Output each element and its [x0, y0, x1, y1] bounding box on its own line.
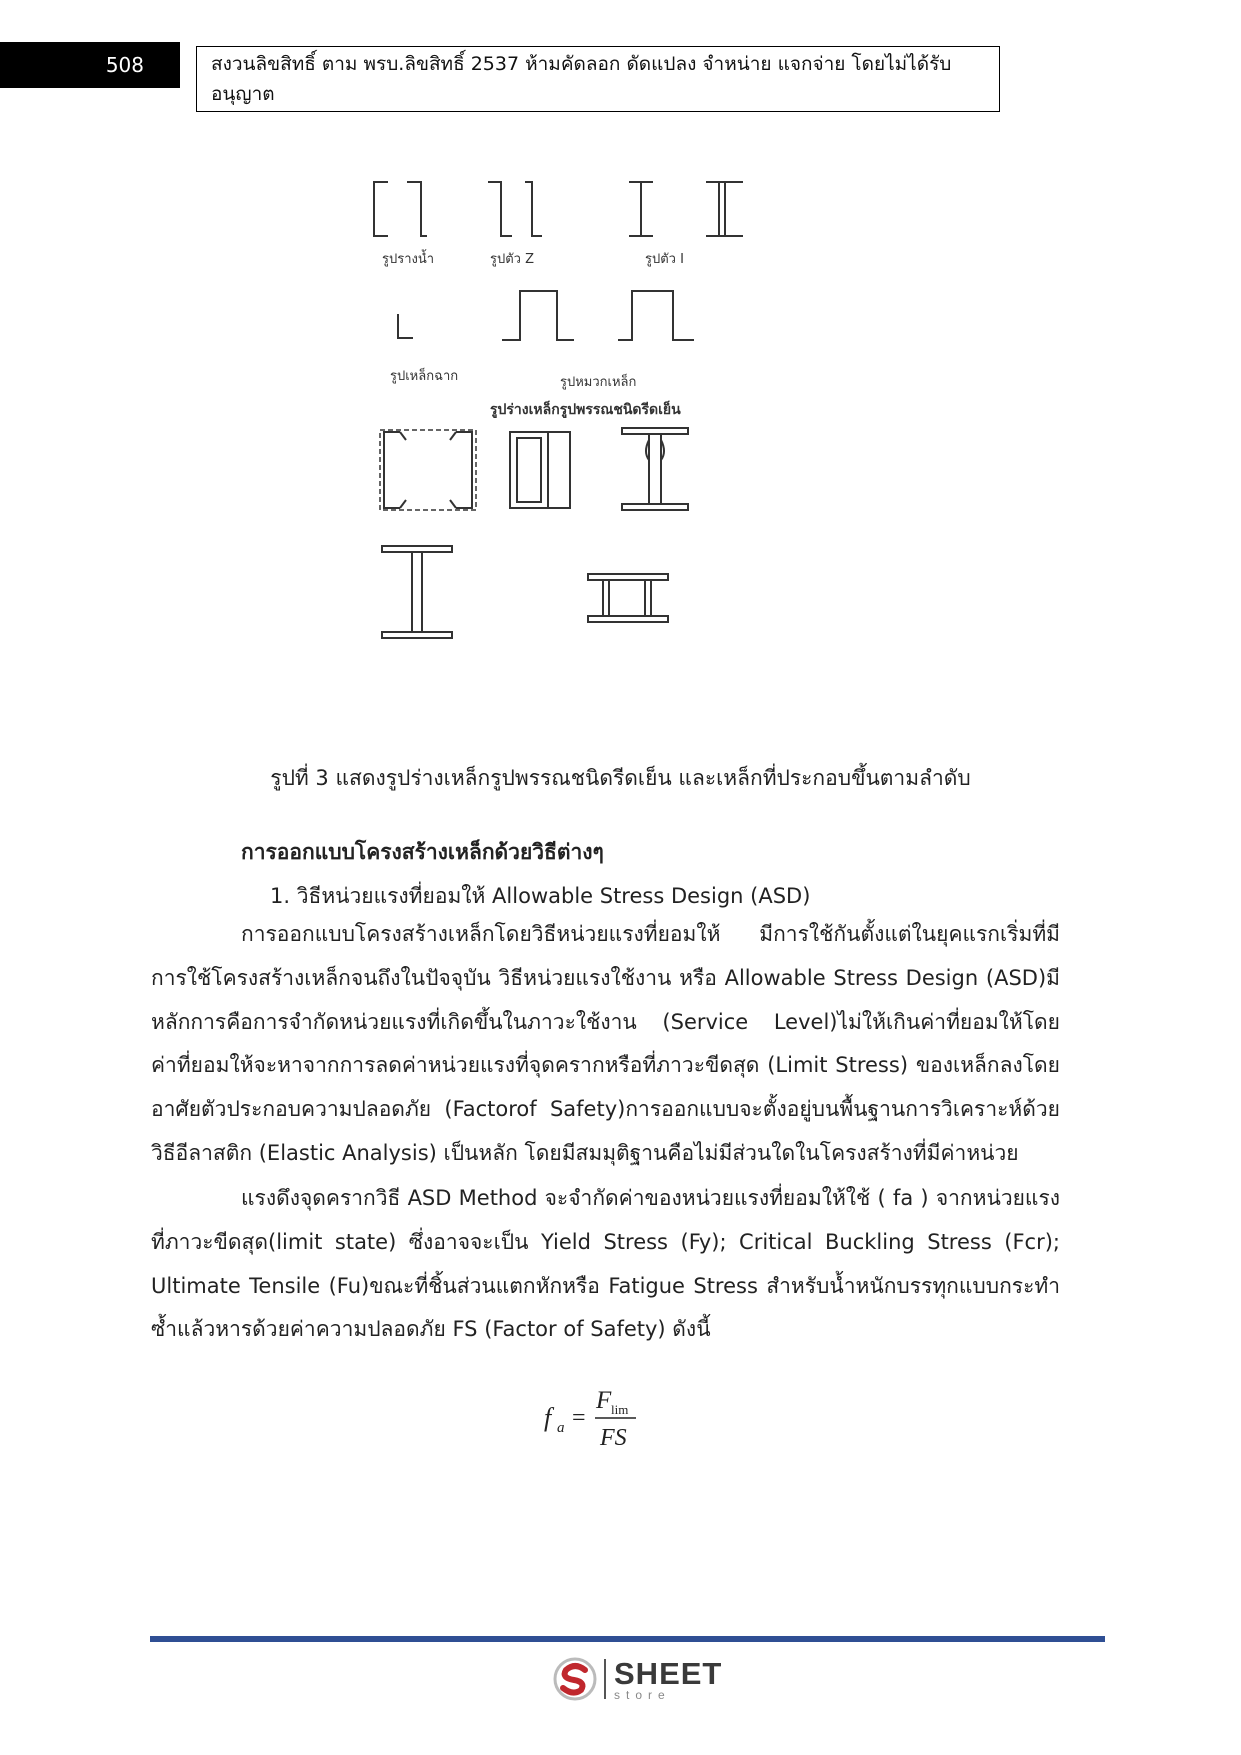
hat-shape-2 [618, 291, 694, 340]
formula-denominator: FS [600, 1425, 627, 1451]
built-up-i-section [622, 428, 688, 510]
steel-shapes-diagram [360, 160, 860, 720]
sheet-store-s-icon [552, 1656, 598, 1702]
built-up-box-girder [588, 574, 668, 622]
label-channel: รูปรางน้ำ [382, 252, 435, 267]
logo-main-text: SHEET [614, 1655, 723, 1691]
i-shape-single [629, 182, 653, 236]
built-up-box-dashed [380, 430, 476, 510]
cold-formed-steel-figure [360, 160, 860, 720]
logo-divider [604, 1659, 606, 1699]
copyright-notice: สงวนลิขสิทธิ์ ตาม พรบ.ลิขสิทธิ์ 2537 ห้ามคัดลอก ดัดแปลง จำหน่าย แจกจ่าย โดยไม่ได้รับอนุญาต [211, 53, 952, 105]
label-angle: รูปเหล็กฉาก [390, 369, 459, 384]
label-i-shape: รูปตัว I [645, 252, 684, 267]
built-up-double-channel [510, 432, 570, 508]
logo-sub-text: store [614, 1687, 671, 1702]
built-up-box-channel-r [456, 432, 472, 508]
formula-equals: = [572, 1405, 586, 1431]
formula-numerator-subscript: lim [611, 1402, 629, 1417]
label-z-shape: รูปตัว Z [490, 252, 535, 267]
built-up-tall-i [382, 546, 452, 638]
sheet-store-logo [552, 1656, 722, 1702]
footer-rule [150, 1636, 1105, 1642]
figure-caption: รูปที่ 3 แสดงรูปร่างเหล็กรูปพรรณชนิดรีดเย็น และเหล็กที่ประกอบขึ้นตามลำดับ [270, 766, 971, 790]
list-item-asd: 1. วิธีหน่วยแรงที่ยอมให้ Allowable Stress Design (ASD) [270, 884, 811, 908]
built-up-box-lip [400, 432, 456, 508]
z-shape-1 [488, 182, 512, 236]
formula-lhs: f [544, 1403, 552, 1432]
section-title: การออกแบบโครงสร้างเหล็กด้วยวิธีต่างๆ [241, 840, 604, 864]
label-hat: รูปหมวกเหล็ก [560, 375, 637, 390]
i-shape-double [706, 182, 743, 236]
figure-subtitle: รูปร่างเหล็กรูปพรรณชนิดรีดเย็น [490, 402, 681, 418]
allowable-stress-formula [540, 1378, 670, 1458]
page-number: 508 [0, 42, 180, 88]
built-up-box-channel-l [384, 432, 400, 508]
channel-shape-2 [407, 182, 427, 236]
hat-shape-1 [502, 291, 574, 340]
formula-lhs-subscript: a [557, 1420, 565, 1436]
copyright-header [196, 46, 1000, 112]
formula-numerator: F [596, 1387, 612, 1414]
paragraph-asd-intro: การออกแบบโครงสร้างเหล็กโดยวิธีหน่วยแรงที่ยอมให้ มีการใช้กันตั้งแต่ในยุคแรกเริ่มที่มีการใช้โครงสร้างเหล็กจนถึงในปัจจุบัน วิธีหน่วยแรงใช้งาน หรือ Allowable Stress Design (ASD)มีหลักการคือการจำกัดหน่วยแรงที่เกิดขึ้นในภาวะใช้งาน (Service Level)ไม่ให้เกินค่าที่ยอมให้โดยค่าที่ยอมให้จะหาจากการลดค่าหน่วยแรงที่จุดครากหรือที่ภาวะขีดสุด (Limit Stress) ของเหล็กลงโดยอาศัยตัวประกอบความปลอดภัย (Factorof Safety)การออกแบบจะตั้งอยู่บนพื้นฐานการวิเคราะห์ด้วยวิธีอีลาสติก (Elastic Analysis) เป็นหลัก โดยมีสมมุติฐานคือไม่มีส่วนใดในโครงสร้างที่มีค่าหน่วย [151, 922, 1060, 1165]
channel-shape-1 [374, 182, 388, 236]
paragraph-asd-method: แรงดึงจุดครากวิธี ASD Method จะจำกัดค่าของหน่วยแรงที่ยอมให้ใช้ ( fa ) จากหน่วยแรงที่ภาวะขีดสุด(limit state) ซึ่งอาจจะเป็น Yield Stress (Fy); Critical Buckling Stress (Fcr); Ultimate Tensile (Fu)ขณะที่ชิ้นส่วนแตกหักหรือ Fatigue Stress สำหรับน้ำหนักบรรทุกแบบกระทำซ้ำแล้วหารด้วยค่าความปลอดภัย FS (Factor of Safety) ดังนี้ [151, 1186, 1060, 1342]
angle-shape [398, 314, 413, 338]
z-shape-2 [525, 182, 542, 236]
